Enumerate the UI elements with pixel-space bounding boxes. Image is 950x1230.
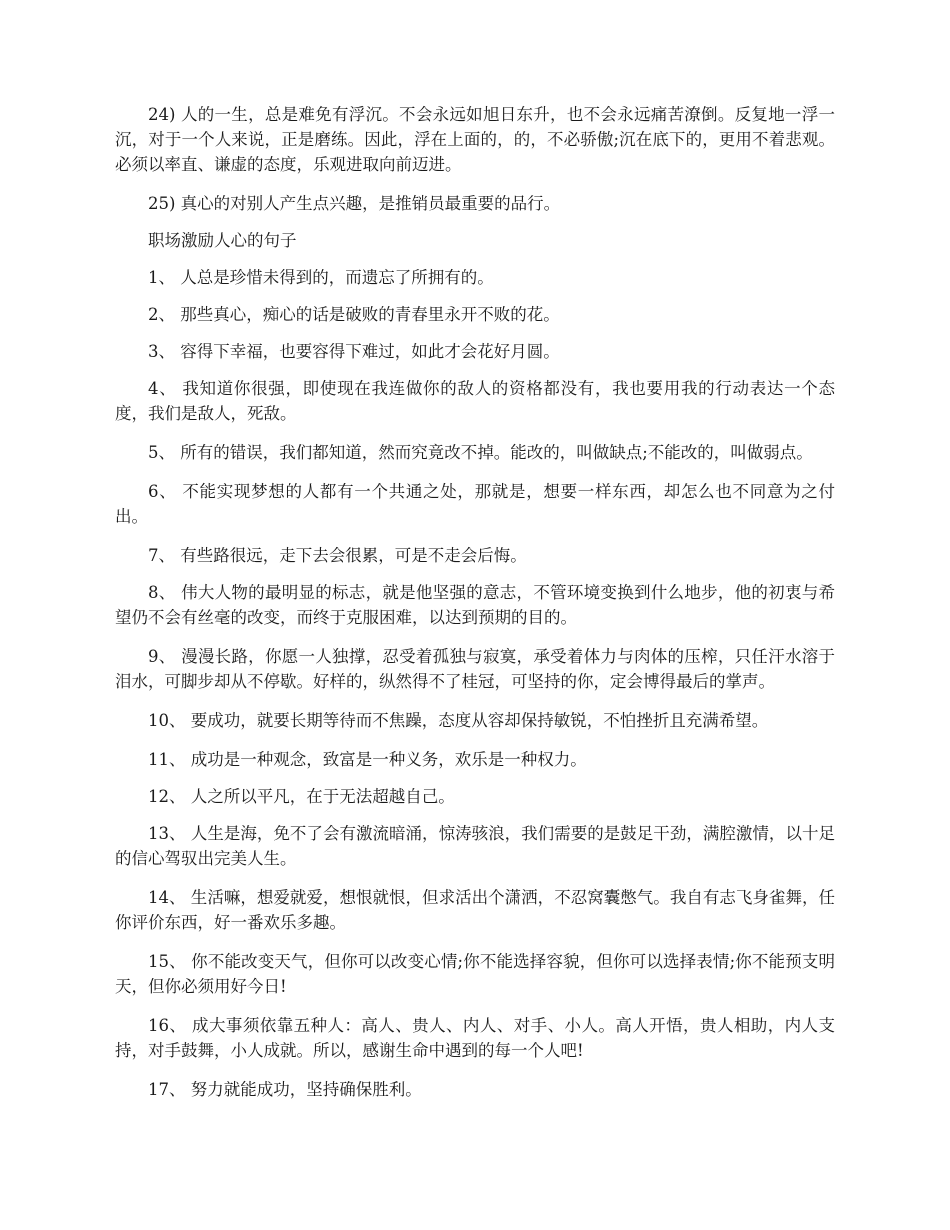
quote-item-2: 2、 那些真心，痴心的话是破败的青春里永开不败的花。 [148, 305, 560, 324]
quote-item-16: 16、 成大事须依靠五种人：高人、贵人、内人、对手、小人。高人开悟，贵人相助，内人支持，对手鼓舞，小人成就。所以，感谢生命中遇到的每一个人吧! [115, 1016, 835, 1060]
quote-item-12: 12、 人之所以平凡，在于无法超越自己。 [148, 787, 455, 806]
quote-item-7: 7、 有些路很远，走下去会很累，可是不走会后悔。 [148, 546, 527, 565]
quote-item-13: 13、 人生是海，免不了会有激流暗涌，惊涛骇浪，我们需要的是鼓足干劲，满腔激情，以十足的信心驾驭出完美人生。 [115, 824, 835, 868]
quote-item-3: 3、 容得下幸福，也要容得下难过，如此才会花好月圆。 [148, 342, 560, 361]
section-heading: 职场激励人心的句子 [148, 231, 297, 250]
quote-item-14: 14、 生活嘛，想爱就爱，想恨就恨，但求活出个潇洒，不忍窝囊憋气。我自有志飞身雀舞，任你评价东西，好一番欢乐多趣。 [115, 888, 835, 932]
quote-item-8: 8、 伟大人物的最明显的标志，就是他坚强的意志，不管环境变换到什么地步，他的初衷与希望仍不会有丝毫的改变，而终于克服困难，以达到预期的目的。 [115, 583, 835, 627]
quote-item-11: 11、 成功是一种观念，致富是一种义务，欢乐是一种权力。 [148, 750, 587, 769]
paragraph-24: 24) 人的一生，总是难免有浮沉。不会永远如旭日东升，也不会永远痛苦潦倒。反复地一浮一沉，对于一个人来说，正是磨练。因此，浮在上面的，的，不必骄傲;沉在底下的，更用不着悲观。必须以率直、谦虚的态度，乐观进取向前迈进。 [115, 105, 835, 174]
paragraph-25: 25) 真心的对别人产生点兴趣，是推销员最重要的品行。 [148, 194, 561, 213]
quote-item-17: 17、 努力就能成功，坚持确保胜利。 [148, 1080, 422, 1099]
quote-item-1: 1、 人总是珍惜未得到的，而遗忘了所拥有的。 [148, 268, 494, 287]
quote-item-10: 10、 要成功，就要长期等待而不焦躁，态度从容却保持敏锐，不怕挫折且充满希望。 [148, 711, 769, 730]
quote-item-5: 5、 所有的错误，我们都知道，然而究竟改不掉。能改的，叫做缺点;不能改的，叫做弱点。 [148, 443, 813, 462]
quote-item-4: 4、 我知道你很强，即使现在我连做你的敌人的资格都没有，我也要用我的行动表达一个态度，我们是敌人，死敌。 [115, 379, 835, 423]
quote-item-15: 15、 你不能改变天气，但你可以改变心情;你不能选择容貌，但你可以选择表情;你不能预支明天，但你必须用好今日! [115, 952, 835, 996]
quote-item-9: 9、 漫漫长路，你愿一人独撑，忍受着孤独与寂寞，承受着体力与肉体的压榨，只任汗水溶于泪水，可脚步却从不停歇。好样的，纵然得不了桂冠，可坚持的你，定会博得最后的掌声。 [115, 647, 835, 691]
document-body [115, 102, 835, 1116]
quote-item-6: 6、 不能实现梦想的人都有一个共通之处，那就是，想要一样东西，却怎么也不同意为之付出。 [115, 482, 835, 526]
